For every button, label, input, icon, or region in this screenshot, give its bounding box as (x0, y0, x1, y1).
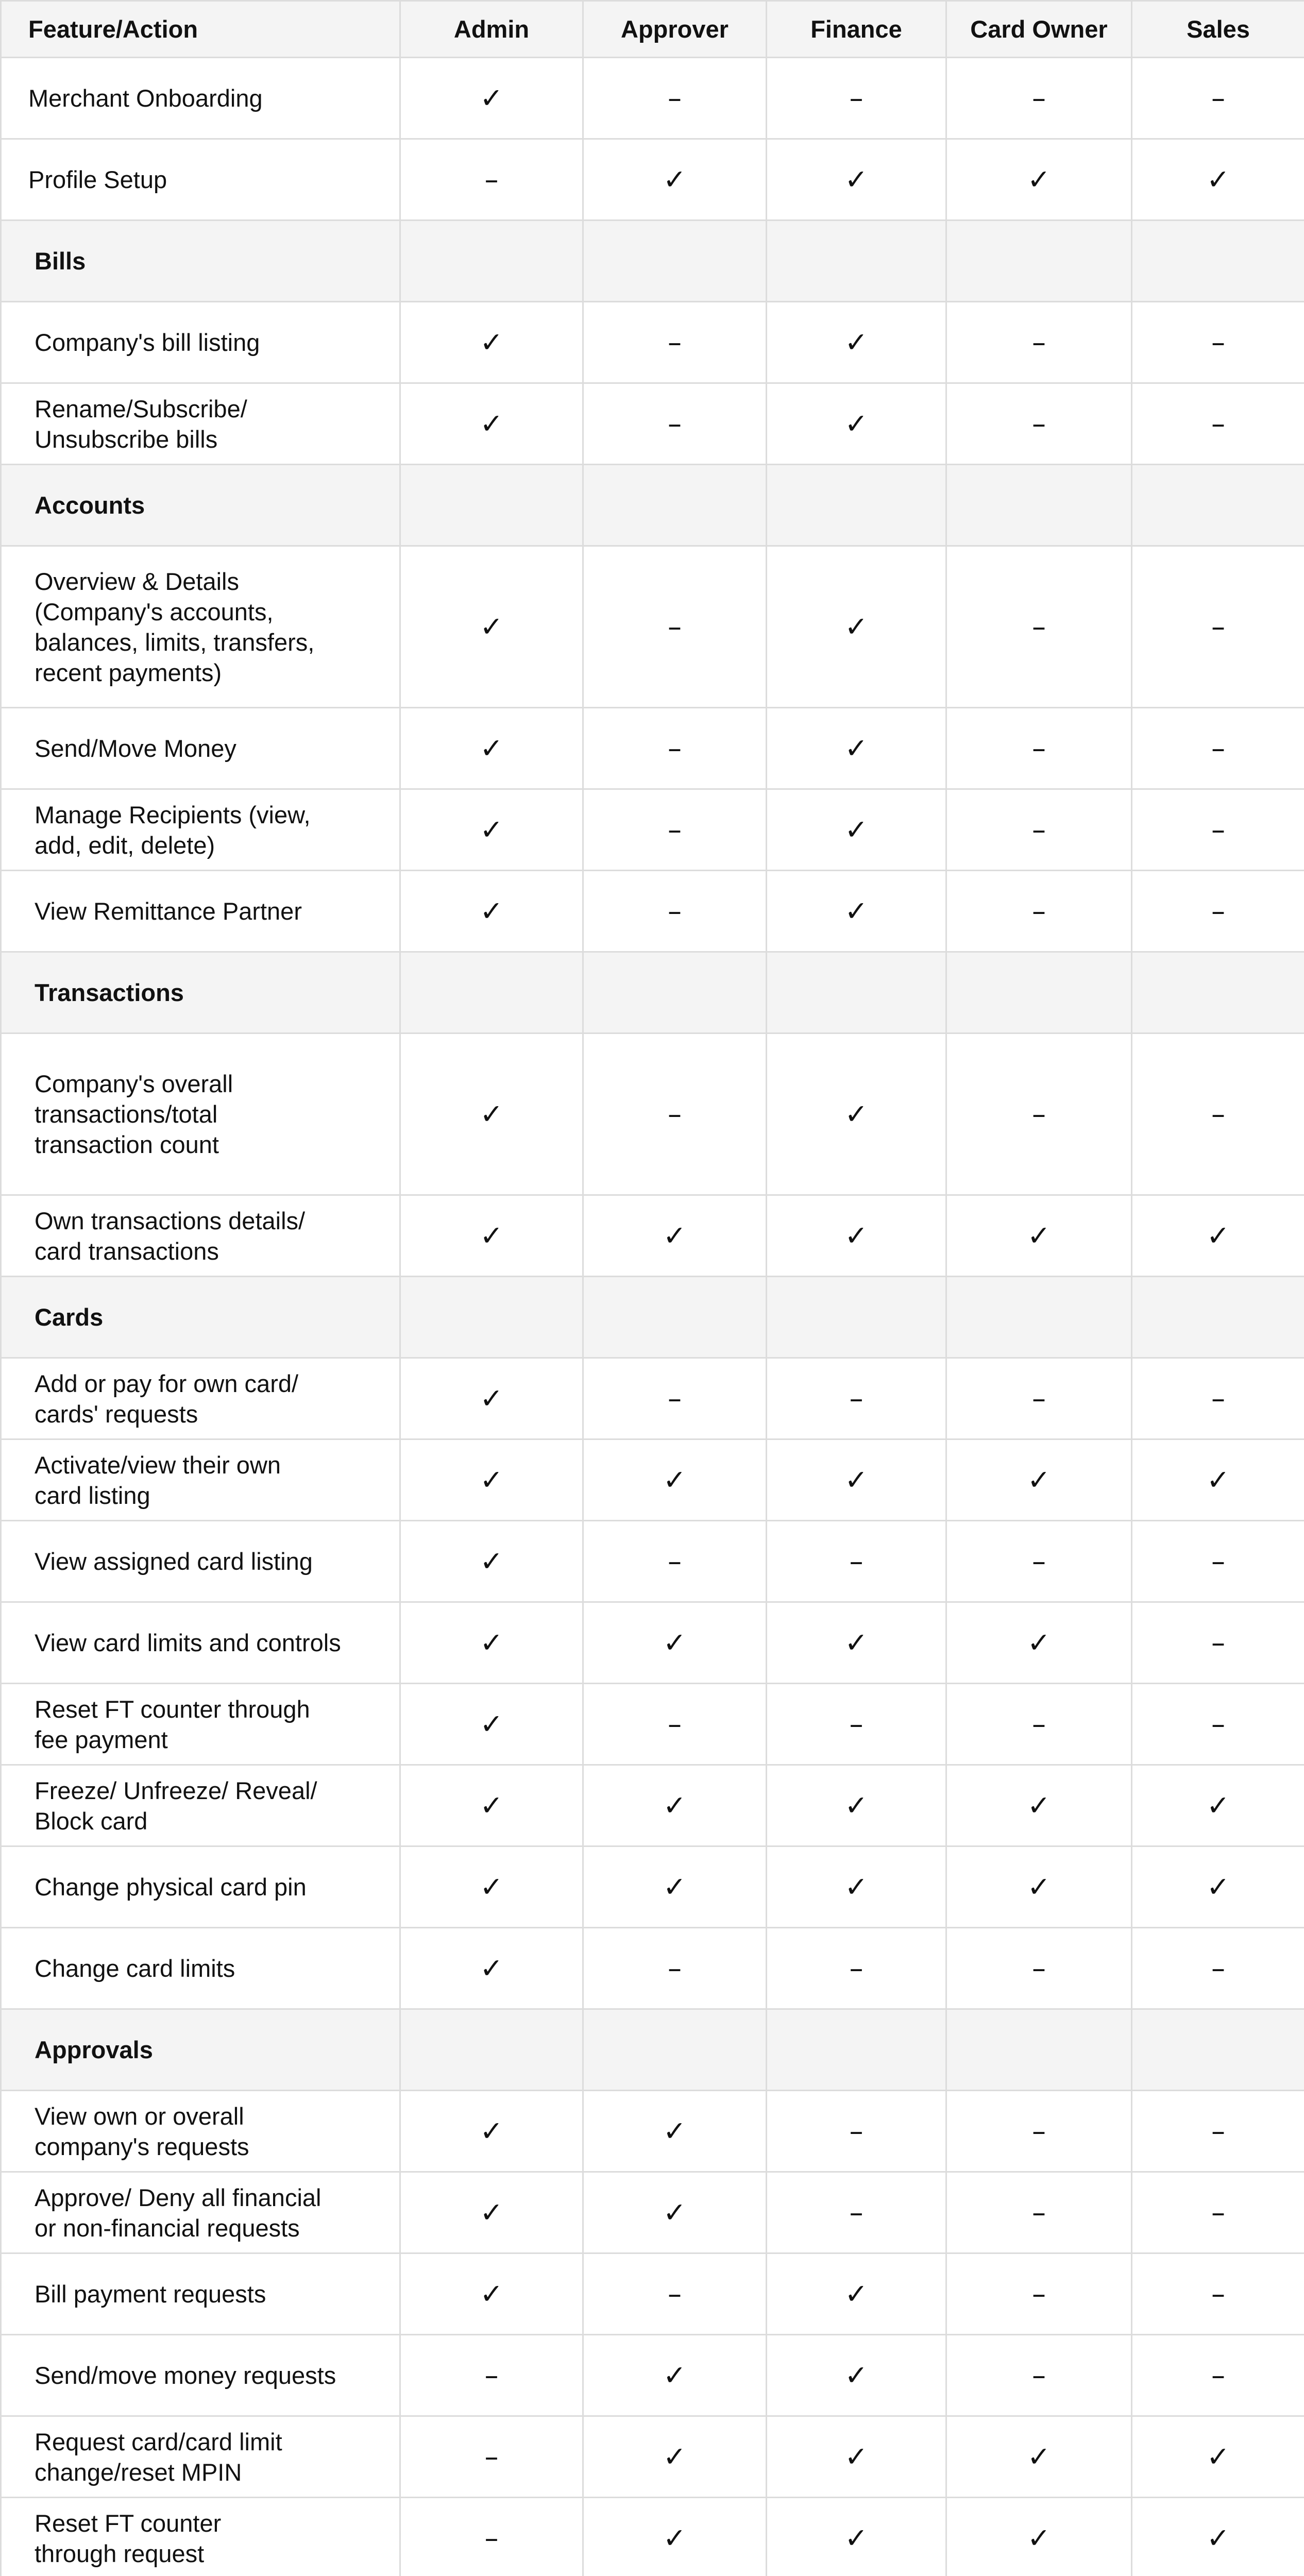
finance-check-icon: ✓ (767, 871, 946, 952)
section-empty-cell (400, 465, 583, 546)
sales-dash-icon: – (1132, 1033, 1304, 1195)
section-empty-cell (583, 2009, 767, 2091)
card-owner-dash-icon: – (946, 871, 1132, 952)
sales-check-icon: ✓ (1132, 139, 1304, 221)
finance-check-icon: ✓ (767, 383, 946, 465)
approver-check-icon: ✓ (583, 1765, 767, 1846)
section-empty-cell (1132, 2009, 1304, 2091)
finance-check-icon: ✓ (767, 139, 946, 221)
admin-check-icon: ✓ (400, 546, 583, 708)
feature-label: Company's bill listing (35, 329, 260, 356)
approver-check-icon: ✓ (583, 1602, 767, 1684)
section-empty-cell (946, 2009, 1132, 2091)
approver-dash-icon: – (583, 383, 767, 465)
finance-check-icon: ✓ (767, 1195, 946, 1277)
section-empty-cell (583, 952, 767, 1033)
table-row (1, 546, 1304, 708)
approver-check-icon: ✓ (583, 2416, 767, 2498)
feature-cell (1, 383, 400, 465)
sales-dash-icon: – (1132, 383, 1304, 465)
feature-label: View own or overall company's requests (35, 2102, 249, 2160)
admin-check-icon: ✓ (400, 302, 583, 383)
section-empty-cell (767, 952, 946, 1033)
column-header-admin: Admin (400, 1, 583, 58)
finance-check-icon: ✓ (767, 789, 946, 871)
feature-cell (1, 1358, 400, 1439)
approver-check-icon: ✓ (583, 2335, 767, 2416)
card-owner-dash-icon: – (946, 2253, 1132, 2335)
sales-check-icon: ✓ (1132, 1439, 1304, 1521)
sales-check-icon: ✓ (1132, 1195, 1304, 1277)
section-label: Transactions (35, 979, 184, 1006)
card-owner-dash-icon: – (946, 708, 1132, 789)
sales-dash-icon: – (1132, 2335, 1304, 2416)
sales-dash-icon: – (1132, 1358, 1304, 1439)
card-owner-dash-icon: – (946, 1684, 1132, 1765)
card-owner-dash-icon: – (946, 2172, 1132, 2253)
finance-dash-icon: – (767, 1684, 946, 1765)
admin-check-icon: ✓ (400, 2091, 583, 2172)
section-row (1, 465, 1304, 546)
approver-dash-icon: – (583, 789, 767, 871)
admin-check-icon: ✓ (400, 2172, 583, 2253)
feature-label: Bill payment requests (35, 2280, 266, 2308)
table-row (1, 2172, 1304, 2253)
section-empty-cell (767, 2009, 946, 2091)
admin-dash-icon: – (400, 2416, 583, 2498)
feature-label: Own transactions details/ card transactions (35, 1207, 306, 1265)
sales-dash-icon: – (1132, 1521, 1304, 1602)
finance-check-icon: ✓ (767, 546, 946, 708)
feature-cell (1, 58, 400, 139)
section-empty-cell (400, 2009, 583, 2091)
table-row (1, 1602, 1304, 1684)
sales-dash-icon: – (1132, 1684, 1304, 1765)
table-row (1, 383, 1304, 465)
card-owner-dash-icon: – (946, 546, 1132, 708)
card-owner-check-icon: ✓ (946, 139, 1132, 221)
section-empty-cell (767, 1277, 946, 1358)
finance-check-icon: ✓ (767, 1602, 946, 1684)
approver-dash-icon: – (583, 546, 767, 708)
card-owner-dash-icon: – (946, 1928, 1132, 2009)
section-label: Bills (35, 247, 86, 275)
admin-check-icon: ✓ (400, 708, 583, 789)
feature-label: Add or pay for own card/ cards' requests (35, 1369, 299, 1428)
sales-check-icon: ✓ (1132, 2416, 1304, 2498)
admin-check-icon: ✓ (400, 1765, 583, 1846)
approver-dash-icon: – (583, 2253, 767, 2335)
approver-check-icon: ✓ (583, 139, 767, 221)
section-label: Accounts (35, 492, 145, 519)
feature-cell (1, 871, 400, 952)
section-label: Approvals (35, 2036, 153, 2063)
approver-dash-icon: – (583, 58, 767, 139)
table-row (1, 2253, 1304, 2335)
finance-check-icon: ✓ (767, 2416, 946, 2498)
approver-check-icon: ✓ (583, 1846, 767, 1928)
header-row (1, 1, 1304, 58)
finance-dash-icon: – (767, 2091, 946, 2172)
section-label-cell (1, 465, 400, 546)
card-owner-check-icon: ✓ (946, 1439, 1132, 1521)
table-row (1, 2416, 1304, 2498)
feature-cell (1, 2498, 400, 2576)
card-owner-dash-icon: – (946, 1033, 1132, 1195)
card-owner-check-icon: ✓ (946, 1195, 1132, 1277)
section-row (1, 952, 1304, 1033)
feature-label: Freeze/ Unfreeze/ Reveal/ Block card (35, 1776, 317, 1835)
admin-check-icon: ✓ (400, 1439, 583, 1521)
section-label-cell (1, 2009, 400, 2091)
table-row (1, 2335, 1304, 2416)
card-owner-check-icon: ✓ (946, 2416, 1132, 2498)
admin-dash-icon: – (400, 2498, 583, 2576)
sales-dash-icon: – (1132, 302, 1304, 383)
table-body (1, 58, 1304, 2576)
feature-label: View Remittance Partner (35, 897, 302, 925)
sales-dash-icon: – (1132, 2253, 1304, 2335)
finance-dash-icon: – (767, 1521, 946, 1602)
approver-dash-icon: – (583, 1684, 767, 1765)
card-owner-dash-icon: – (946, 302, 1132, 383)
approver-dash-icon: – (583, 1358, 767, 1439)
approver-dash-icon: – (583, 871, 767, 952)
table-row (1, 2091, 1304, 2172)
admin-check-icon: ✓ (400, 383, 583, 465)
table-row (1, 708, 1304, 789)
admin-check-icon: ✓ (400, 1846, 583, 1928)
feature-label: Overview & Details (Company's accounts, balances, limits, transfers, recent payments) (35, 567, 315, 686)
feature-cell (1, 139, 400, 221)
finance-check-icon: ✓ (767, 708, 946, 789)
admin-check-icon: ✓ (400, 1684, 583, 1765)
feature-label: Merchant Onboarding (28, 84, 263, 112)
card-owner-dash-icon: – (946, 2091, 1132, 2172)
finance-dash-icon: – (767, 1358, 946, 1439)
feature-cell (1, 1439, 400, 1521)
table-row (1, 2498, 1304, 2576)
feature-cell (1, 2335, 400, 2416)
finance-check-icon: ✓ (767, 1765, 946, 1846)
card-owner-check-icon: ✓ (946, 1765, 1132, 1846)
feature-label: Reset FT counter through fee payment (35, 1695, 310, 1753)
admin-check-icon: ✓ (400, 1033, 583, 1195)
section-empty-cell (767, 465, 946, 546)
table-row (1, 1928, 1304, 2009)
feature-label: View assigned card listing (35, 1548, 313, 1575)
table-row (1, 1195, 1304, 1277)
section-row (1, 1277, 1304, 1358)
feature-label: Approve/ Deny all financial or non-financial requests (35, 2183, 321, 2242)
card-owner-dash-icon: – (946, 1521, 1132, 1602)
table-row (1, 1521, 1304, 1602)
table-row (1, 1358, 1304, 1439)
sales-dash-icon: – (1132, 708, 1304, 789)
card-owner-check-icon: ✓ (946, 2498, 1132, 2576)
section-label-cell (1, 952, 400, 1033)
sales-dash-icon: – (1132, 546, 1304, 708)
admin-check-icon: ✓ (400, 1195, 583, 1277)
feature-label: Activate/view their own card listing (35, 1451, 281, 1509)
section-empty-cell (400, 221, 583, 302)
table-row (1, 1684, 1304, 1765)
feature-label: Reset FT counter through request (35, 2509, 222, 2567)
sales-dash-icon: – (1132, 2172, 1304, 2253)
finance-check-icon: ✓ (767, 1439, 946, 1521)
finance-check-icon: ✓ (767, 1033, 946, 1195)
section-empty-cell (767, 221, 946, 302)
admin-check-icon: ✓ (400, 871, 583, 952)
feature-cell (1, 1521, 400, 1602)
sales-dash-icon: – (1132, 1602, 1304, 1684)
table-row (1, 139, 1304, 221)
approver-dash-icon: – (583, 1928, 767, 2009)
feature-cell (1, 708, 400, 789)
card-owner-dash-icon: – (946, 789, 1132, 871)
section-empty-cell (1132, 221, 1304, 302)
finance-dash-icon: – (767, 2172, 946, 2253)
finance-check-icon: ✓ (767, 2253, 946, 2335)
section-empty-cell (946, 465, 1132, 546)
table-row (1, 58, 1304, 139)
approver-dash-icon: – (583, 302, 767, 383)
sales-check-icon: ✓ (1132, 1765, 1304, 1846)
section-label-cell (1, 1277, 400, 1358)
finance-check-icon: ✓ (767, 1846, 946, 1928)
feature-cell (1, 1846, 400, 1928)
section-empty-cell (1132, 952, 1304, 1033)
sales-check-icon: ✓ (1132, 1846, 1304, 1928)
sales-dash-icon: – (1132, 2091, 1304, 2172)
feature-label: Send/move money requests (35, 2362, 336, 2389)
feature-cell (1, 1684, 400, 1765)
table-row (1, 1846, 1304, 1928)
card-owner-check-icon: ✓ (946, 1846, 1132, 1928)
section-label-cell (1, 221, 400, 302)
approver-check-icon: ✓ (583, 2091, 767, 2172)
table-row (1, 1033, 1304, 1195)
table-row (1, 871, 1304, 952)
section-row (1, 2009, 1304, 2091)
section-empty-cell (946, 221, 1132, 302)
section-empty-cell (946, 1277, 1132, 1358)
admin-dash-icon: – (400, 139, 583, 221)
section-empty-cell (400, 1277, 583, 1358)
sales-dash-icon: – (1132, 58, 1304, 139)
card-owner-dash-icon: – (946, 1358, 1132, 1439)
section-empty-cell (583, 221, 767, 302)
card-owner-dash-icon: – (946, 383, 1132, 465)
feature-label: Profile Setup (28, 166, 167, 193)
section-empty-cell (946, 952, 1132, 1033)
sales-check-icon: ✓ (1132, 2498, 1304, 2576)
section-empty-cell (1132, 1277, 1304, 1358)
approver-check-icon: ✓ (583, 1195, 767, 1277)
feature-cell (1, 2172, 400, 2253)
approver-dash-icon: – (583, 1521, 767, 1602)
admin-check-icon: ✓ (400, 789, 583, 871)
feature-label: Send/Move Money (35, 735, 236, 762)
feature-cell (1, 1033, 400, 1195)
table-row (1, 302, 1304, 383)
approver-dash-icon: – (583, 708, 767, 789)
feature-cell (1, 546, 400, 708)
card-owner-dash-icon: – (946, 58, 1132, 139)
admin-check-icon: ✓ (400, 58, 583, 139)
feature-cell (1, 1928, 400, 2009)
admin-dash-icon: – (400, 2335, 583, 2416)
feature-label: Change card limits (35, 1955, 235, 1982)
finance-dash-icon: – (767, 58, 946, 139)
feature-label: Manage Recipients (view, add, edit, delete) (35, 801, 311, 859)
table-row (1, 1765, 1304, 1846)
sales-dash-icon: – (1132, 789, 1304, 871)
card-owner-check-icon: ✓ (946, 1602, 1132, 1684)
section-empty-cell (583, 465, 767, 546)
approver-dash-icon: – (583, 1033, 767, 1195)
approver-check-icon: ✓ (583, 2172, 767, 2253)
finance-check-icon: ✓ (767, 302, 946, 383)
feature-cell (1, 1765, 400, 1846)
feature-cell (1, 2416, 400, 2498)
column-header-feature: Feature/Action (1, 1, 400, 58)
column-header-approver: Approver (583, 1, 767, 58)
feature-label: View card limits and controls (35, 1629, 341, 1656)
approver-check-icon: ✓ (583, 2498, 767, 2576)
admin-check-icon: ✓ (400, 2253, 583, 2335)
feature-label: Request card/card limit change/reset MPIN (35, 2428, 282, 2486)
feature-cell (1, 302, 400, 383)
finance-dash-icon: – (767, 1928, 946, 2009)
feature-label: Rename/Subscribe/ Unsubscribe bills (35, 395, 247, 453)
admin-check-icon: ✓ (400, 1521, 583, 1602)
approver-check-icon: ✓ (583, 1439, 767, 1521)
card-owner-dash-icon: – (946, 2335, 1132, 2416)
section-row (1, 221, 1304, 302)
column-header-card-owner: Card Owner (946, 1, 1132, 58)
admin-check-icon: ✓ (400, 1602, 583, 1684)
section-empty-cell (583, 1277, 767, 1358)
sales-dash-icon: – (1132, 1928, 1304, 2009)
section-empty-cell (400, 952, 583, 1033)
admin-check-icon: ✓ (400, 1358, 583, 1439)
table-row (1, 789, 1304, 871)
column-header-finance: Finance (767, 1, 946, 58)
feature-cell (1, 2091, 400, 2172)
feature-cell (1, 789, 400, 871)
column-header-sales: Sales (1132, 1, 1304, 58)
feature-label: Company's overall transactions/total transaction count (35, 1070, 233, 1158)
section-empty-cell (1132, 465, 1304, 546)
sales-dash-icon: – (1132, 871, 1304, 952)
admin-check-icon: ✓ (400, 1928, 583, 2009)
section-label: Cards (35, 1303, 104, 1331)
feature-cell (1, 1602, 400, 1684)
finance-check-icon: ✓ (767, 2498, 946, 2576)
feature-label: Change physical card pin (35, 1873, 307, 1901)
feature-cell (1, 1195, 400, 1277)
table-row (1, 1439, 1304, 1521)
feature-cell (1, 2253, 400, 2335)
finance-check-icon: ✓ (767, 2335, 946, 2416)
